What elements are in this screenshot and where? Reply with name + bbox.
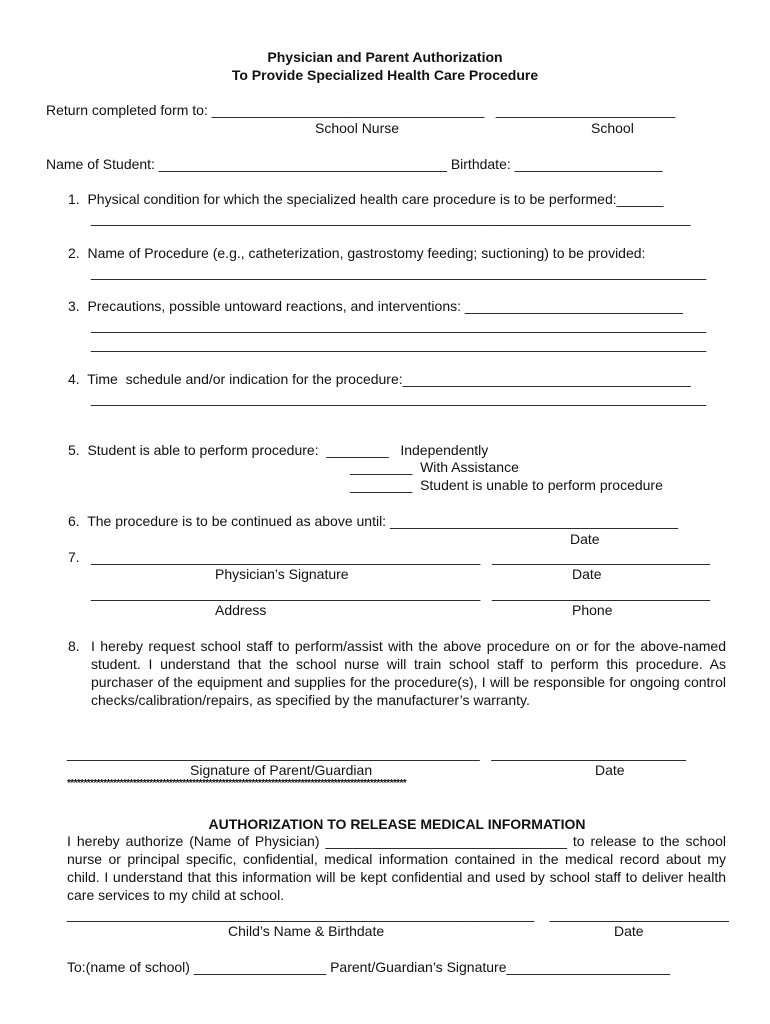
item-2-question[interactable]: 2. Name of Procedure (e.g., catheterization, gastrostomy feeding; suctioning) to be provided: (68, 245, 646, 261)
child-name-birthdate-label: Child’s Name & Birthdate (228, 923, 385, 939)
item-3-answer-line-1[interactable]: _______________________________________________________________________________ (91, 317, 707, 333)
release-heading: AUTHORIZATION TO RELEASE MEDICAL INFORMATION (208, 816, 586, 832)
school-and-guardian-signature-line[interactable]: To:(name of school) _________________ Parent/Guardian’s Signature_____________________ (67, 959, 671, 975)
item-6-date-label: Date (570, 531, 600, 547)
child-date-label: Date (614, 923, 644, 939)
item-7-number: 7. (68, 549, 80, 565)
phone-label: Phone (572, 602, 613, 618)
parent-date-label: Date (595, 762, 625, 778)
school-label: School (591, 120, 634, 136)
school-nurse-label: School Nurse (315, 120, 400, 136)
item-1-answer-line[interactable]: _____________________________________________________________________________ (91, 210, 691, 226)
student-name-birthdate-line[interactable]: Name of Student: _____________________________________ Birthdate: ___________________ (46, 156, 663, 172)
return-form-line[interactable]: Return completed form to: ___________________________________ _______________________ (46, 102, 676, 118)
form-title-line2: To Provide Specialized Health Care Procedure (231, 67, 539, 83)
separator-asterisks: ******************************************************************************************************* (67, 778, 407, 789)
item-2-answer-line[interactable]: _______________________________________________________________________________ (91, 264, 707, 280)
parent-signature-label: Signature of Parent/Guardian (190, 762, 373, 778)
address-label: Address (215, 602, 267, 618)
item-5-with-assistance[interactable]: ________ With Assistance (350, 459, 519, 475)
item-3-question[interactable]: 3. Precautions, possible untoward reactions, and interventions: ____________________________ (68, 298, 683, 314)
physician-date-label: Date (572, 566, 602, 582)
item-4-question[interactable]: 4. Time schedule and/or indication for the procedure:_____________________________________ (68, 371, 691, 387)
item-4-answer-line[interactable]: _______________________________________________________________________________ (91, 390, 707, 406)
item-5-unable[interactable]: ________ Student is unable to perform procedure (350, 477, 663, 493)
item-5-independently[interactable]: 5. Student is able to perform procedure: ________ Independently (68, 442, 489, 458)
physician-signature-label: Physician’s Signature (215, 566, 349, 582)
child-name-birthdate-line[interactable]: ____________________________________________________________ _______________________ (67, 906, 729, 922)
physician-signature-line[interactable]: __________________________________________________ ____________________________ (91, 549, 710, 565)
item-1-question[interactable]: 1. Physical condition for which the specialized health care procedure is to be performed:______ (68, 191, 664, 207)
item-8-consent-text: I hereby request school staff to perform/assist with the above procedure on or for the above-named student. I understand that the school nurse will train school staff to perform this procedure. As purchaser of the equipment and supplies for the procedure(s), I will be responsible for ongoing control checks/calibration/repairs, as specified by the manufacturer’s warranty. (91, 638, 726, 708)
item-6-question[interactable]: 6. The procedure is to be continued as above until: _____________________________________ (68, 513, 679, 529)
release-authorization-text[interactable]: I hereby authorize (Name of Physician) _______________________________ to release to the school nurse or principal specific, confidential, medical information contained in the medical record about my child. I understand that this information will be kept confidential and used by school staff to deliver health care services to my child at school. (67, 833, 726, 903)
item-8-number: 8. (68, 638, 80, 654)
address-phone-line[interactable]: __________________________________________________ ____________________________ (91, 585, 710, 601)
item-3-answer-line-2[interactable]: _______________________________________________________________________________ (91, 336, 707, 352)
form-title-line1: Physician and Parent Authorization (267, 49, 503, 65)
parent-signature-line[interactable]: _____________________________________________________ _________________________ (67, 745, 686, 761)
